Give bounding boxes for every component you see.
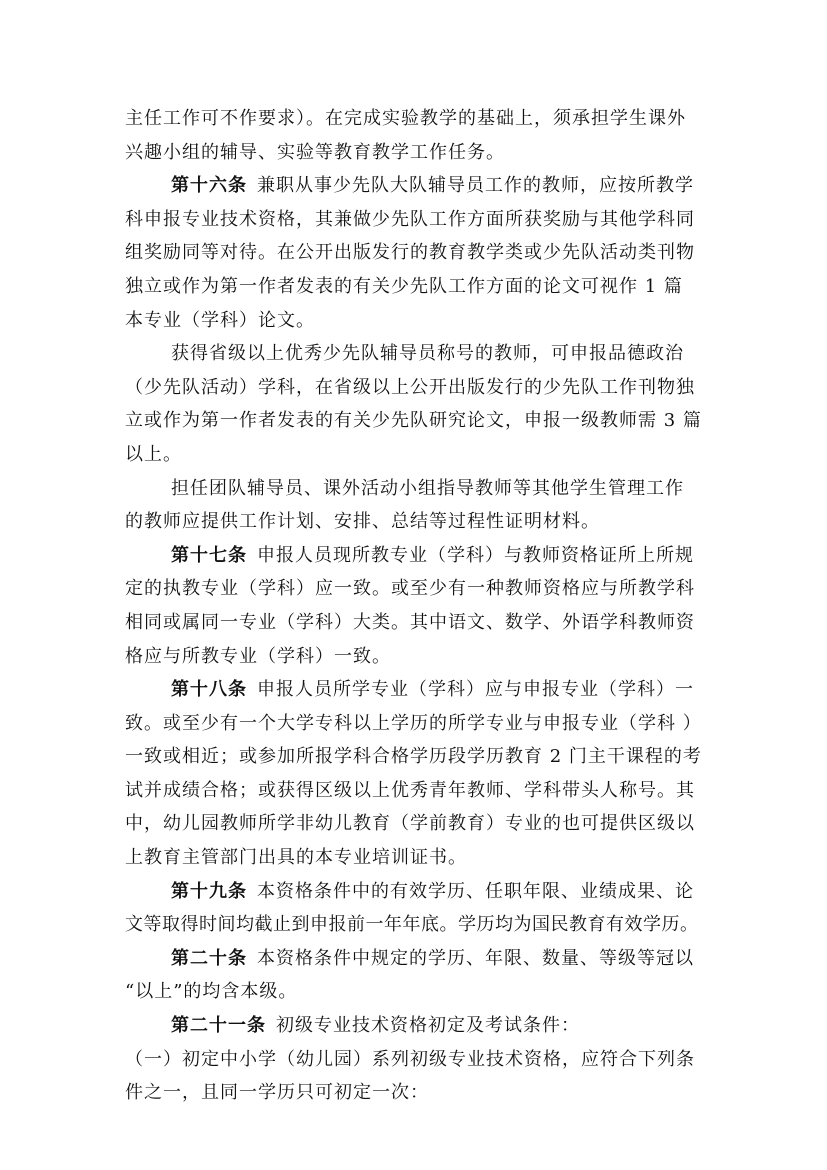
- article-heading: 第二十一条: [171, 1015, 266, 1037]
- text-line: 立或作为第一作者发表的有关少先队研究论文，申报一级教师需 3 篇: [125, 410, 702, 432]
- article-heading: 第十九条: [171, 880, 247, 902]
- article-line: [125, 673, 705, 707]
- text-line: 一致或相近；或参加所报学科合格学历段学历教育 2 门主干课程的考: [125, 746, 702, 768]
- text-line: “以上”的均含本级。: [125, 981, 298, 1003]
- text-line: 独立或作为第一作者发表的有关少先队工作方面的论文可视作 1 篇: [125, 275, 683, 297]
- text-line: 相同或属同一专业（学科）大类。其中语文、数学、外语学科教师资: [125, 611, 695, 633]
- text-line: 组奖励同等对待。在公开出版发行的教育教学类或少先队活动类刊物: [125, 242, 695, 264]
- article-line: [125, 539, 705, 573]
- article-line: [125, 169, 705, 203]
- article-text: 本资格条件中规定的学历、年限、数量、等级等冠以: [257, 947, 694, 969]
- indent-line: 担任团队辅导员、课外活动小组指导教师等其他学生管理工作: [171, 477, 684, 499]
- article-text: 本资格条件中的有效学历、任职年限、业绩成果、论: [257, 880, 694, 902]
- text-line: 格应与所教专业（学科）一致。: [125, 645, 391, 667]
- text-line: 文等取得时间均截止到申报前一年年底。学历均为国民教育有效学历。: [125, 914, 699, 936]
- text-line: 科申报专业技术资格，其兼做少先队工作方面所获奖励与其他学科同: [125, 208, 695, 230]
- article-text: 初级专业技术资格初定及考试条件：: [276, 1015, 580, 1037]
- text-line: 中，幼儿园教师所学非幼儿教育（学前教育）专业的也可提供区级以: [125, 813, 695, 835]
- text-line: 兴趣小组的辅导、实验等教育教学工作任务。: [125, 141, 505, 163]
- article-line: [125, 1009, 705, 1043]
- text-line: （一）初定中小学（幼儿园）系列初级专业技术资格，应符合下列条: [125, 1048, 695, 1070]
- indent-line: 获得省级以上优秀少先队辅导员称号的教师，可申报品德政治: [171, 343, 684, 365]
- article-line: [125, 942, 705, 976]
- text-line: 定的执教专业（学科）应一致。或至少有一种教师资格应与所教学科: [125, 578, 695, 600]
- text-line: 以上。: [125, 443, 182, 465]
- text-line: 试并成绩合格；或获得区级以上优秀青年教师、学科带头人称号。其: [125, 779, 695, 801]
- article-line: [125, 875, 705, 909]
- article-text: 兼职从事少先队大队辅导员工作的教师，应按所教学: [257, 175, 694, 197]
- text-line: （少先队活动）学科，在省级以上公开出版发行的少先队工作刊物独: [125, 376, 695, 398]
- text-line: 主任工作可不作要求）。在完成实验教学的基础上，须承担学生课外: [125, 108, 686, 129]
- article-text: 申报人员所学专业（学科）应与申报专业（学科）一: [257, 679, 694, 701]
- article-heading: 第二十条: [171, 947, 247, 969]
- text-line: 本专业（学科）论文。: [125, 309, 315, 331]
- article-heading: 第十八条: [171, 679, 247, 701]
- text-line: 上教育主管部门出具的本专业培训证书。: [125, 847, 467, 869]
- document-body: [125, 102, 705, 1110]
- article-text: 申报人员现所教专业（学科）与教师资格证所上所规: [257, 544, 694, 566]
- article-heading: 第十七条: [171, 544, 247, 566]
- article-heading: 第十六条: [171, 175, 247, 197]
- text-line: 致。或至少有一个大学专科以上学历的所学专业与申报专业（学科 ）: [125, 712, 702, 734]
- text-line: 的教师应提供工作计划、安排、总结等过程性证明材料。: [125, 511, 600, 533]
- text-line: 件之一，且同一学历只可初定一次：: [125, 1082, 429, 1104]
